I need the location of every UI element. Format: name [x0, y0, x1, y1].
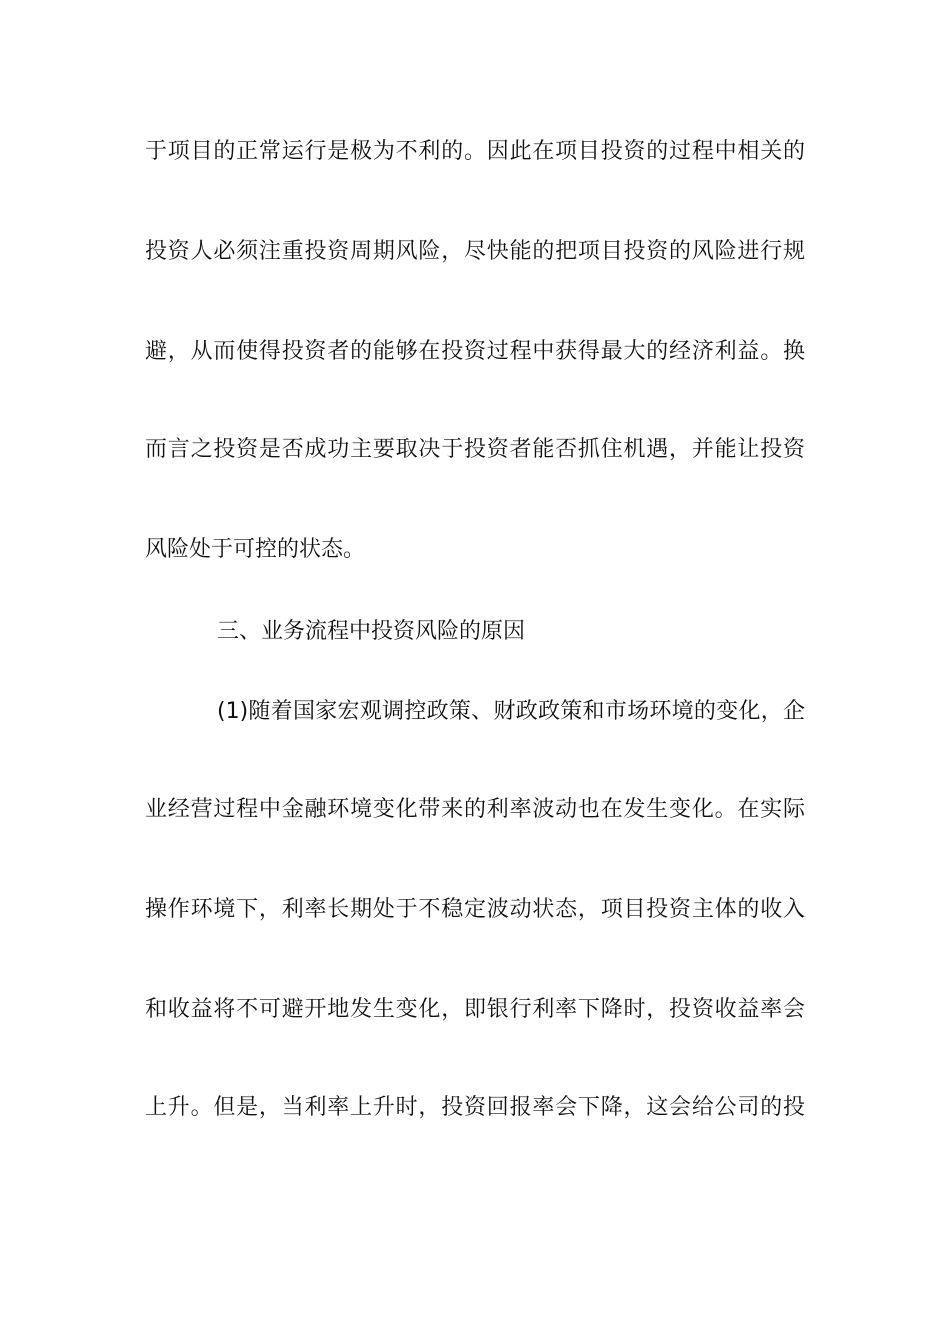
section-heading: 三、业务流程中投资风险的原因 [217, 619, 526, 644]
paragraph-line-2: 投资人必须注重投资周期风险，尽快能的把项目投资的风险进行规 [145, 239, 805, 264]
paragraph-line-6: (1)随着国家宏观调控政策、财政政策和市场环境的变化，企 [217, 699, 805, 724]
paragraph-line-1: 于项目的正常运行是极为不利的。因此在项目投资的过程中相关的 [145, 139, 805, 164]
paragraph-line-5: 风险处于可控的状态。 [145, 537, 366, 562]
paragraph-line-7: 业经营过程中金融环境变化带来的利率波动也在发生变化。在实际 [145, 797, 805, 822]
paragraph-line-8: 操作环境下，利率长期处于不稳定波动状态，项目投资主体的收入 [145, 897, 805, 922]
paragraph-line-9: 和收益将不可避开地发生变化，即银行利率下降时，投资收益率会 [145, 997, 805, 1022]
paragraph-line-4: 而言之投资是否成功主要取决于投资者能否抓住机遇，并能让投资 [145, 437, 805, 462]
paragraph-line-3: 避，从而使得投资者的能够在投资过程中获得最大的经济利益。换 [145, 339, 805, 364]
paragraph-line-10: 上升。但是，当利率上升时，投资回报率会下降，这会给公司的投 [145, 1095, 805, 1120]
